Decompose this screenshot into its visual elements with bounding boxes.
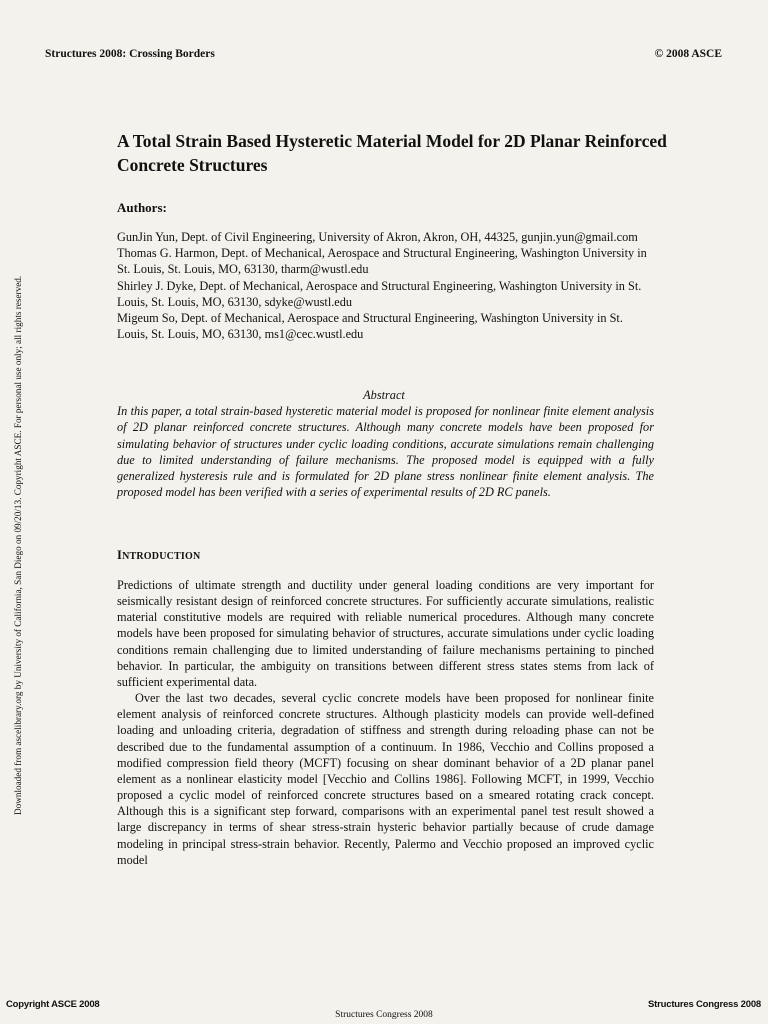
heading-initial: I: [117, 548, 123, 562]
abstract-heading: Abstract: [363, 388, 405, 402]
paragraph: Over the last two decades, several cyclic concrete models have been proposed for nonlinear finite element analysis of reinforced concrete structures. Although plasticity models can provide well-defined loading and unloading criteria, degradation of stiffness and strength during reloading phase can not be described due to the fundamental assumption of a continuum. In 1986, Vecchio and Collins proposed a modified compression field theory (MCFT) focusing on shear dominant behavior of a 2D planar panel element as a nonlinear elasticity model [Vecchio and Collins 1986]. Following MCFT, in 1999, Vecchio proposed a cyclic model of reinforced concrete structures based on a smeared rotating crack concept. Although this is a significant step forward, comparisons with an experimental panel test result showed a large discrepancy in terms of shear stress-strain hysteric behavior partially because of crude damage modeling in principal stress-strain behavior. Recently, Palermo and Vecchio proposed an improved cyclic model: [117, 691, 654, 867]
section-heading-introduction: [117, 548, 200, 563]
download-notice: Downloaded from ascelibrary.org by University of California, San Diego on 09/20/13. Copyright ASCE. For personal use only; all rights reserved.: [13, 275, 23, 815]
paper-title: A Total Strain Based Hysteretic Material Model for 2D Planar Reinforced Concrete Structures: [117, 131, 667, 175]
author-entry: Shirley J. Dyke, Dept. of Mechanical, Aerospace and Structural Engineering, Washington University in St. Louis, St. Louis, MO, 63130, sdyke@wustl.edu: [117, 278, 642, 309]
introduction-body: [117, 577, 654, 868]
author-entry: GunJin Yun, Dept. of Civil Engineering, University of Akron, Akron, OH, 44325, gunjin.yun@gmail.com: [117, 230, 638, 244]
footer-center: Structures Congress 2008: [335, 1010, 433, 1020]
author-entry: Thomas G. Harmon, Dept. of Mechanical, Aerospace and Structural Engineering, Washington University in St. Louis, St. Louis, MO, 63130, tharm@wustl.edu: [117, 246, 647, 277]
authors-heading: Authors:: [117, 200, 167, 215]
paragraph: Predictions of ultimate strength and ductility under general loading conditions are very important for seismically resistant design of reinforced concrete structures. For sufficiently accurate simulations, realistic material constitutive models are required with reliable numerical procedures. Although many concrete models have been proposed for simulating behavior of structures, accurate simulations under cyclic loading conditions remain challenging due to limited understanding of failure mechanisms pertaining to pinched behavior. In particular, the ambiguity on transitions between different stress states stems from lack of sufficient experimental data.: [117, 578, 654, 689]
author-entry: Migeum So, Dept. of Mechanical, Aerospace and Structural Engineering, Washington University in St. Louis, St. Louis, MO, 63130, ms1@cec.wustl.edu: [117, 311, 623, 342]
author-list: [117, 229, 657, 342]
running-header-left: Structures 2008: Crossing Borders: [45, 48, 215, 60]
abstract-text: In this paper, a total strain-based hysteretic material model is proposed for nonlinear finite element analysis of 2D planar reinforced concrete structures. Although many concrete models have been proposed for simulating behavior of structures under cyclic loading conditions, accurate simulations remain challenging due to limited understanding of failure mechanisms. The proposed model is equipped with a fully generalized hysteresis rule and is formulated for 2D plane stress nonlinear finite element analysis. The proposed model has been verified with a series of experimental results of 2D RC panels.: [117, 404, 654, 500]
footer-conference: Structures Congress 2008: [648, 999, 761, 1010]
running-header-right: © 2008 ASCE: [654, 48, 722, 60]
footer-copyright: Copyright ASCE 2008: [6, 999, 100, 1010]
heading-rest: NTRODUCTION: [122, 551, 201, 562]
